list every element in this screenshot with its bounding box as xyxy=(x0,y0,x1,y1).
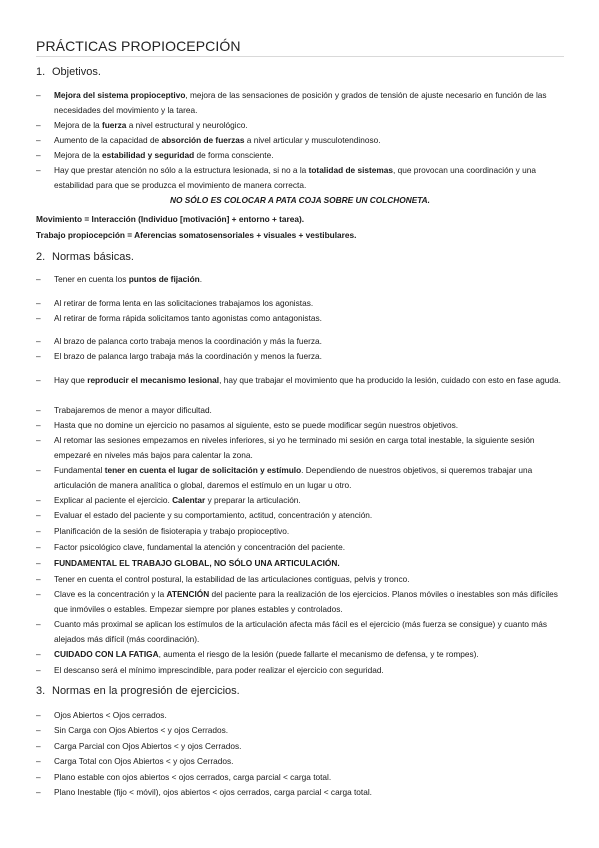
list-item xyxy=(36,785,564,800)
dash: – xyxy=(36,619,41,629)
section-heading-progresion xyxy=(36,685,240,697)
formula-movimiento: Movimiento = Interacción (Individuo [motivación] + entorno + tarea). xyxy=(36,214,305,224)
dash: – xyxy=(36,313,41,323)
list-item xyxy=(36,296,564,311)
item-text: Clave es la concentración y la xyxy=(54,589,167,599)
item-text: del paciente para la realización de los ejercicios. Planos móviles o inestables son más difíciles que inmóviles o estables. Empezar siempre por planes estables y controlados. xyxy=(54,589,558,614)
list-item xyxy=(36,556,564,571)
list-item xyxy=(36,148,564,163)
item-text: Hay que xyxy=(54,375,88,385)
dash: – xyxy=(36,510,41,520)
list-item xyxy=(36,708,564,723)
dash: – xyxy=(36,756,41,766)
item-text: Al brazo de palanca corto trabaja menos la coordinación y más la fuerza. xyxy=(54,336,322,346)
dash: – xyxy=(36,649,41,659)
list-item xyxy=(36,349,564,364)
bold-text: tener en cuenta el lugar de solicitación y estímulo xyxy=(104,465,302,475)
item-text: Carga Total con Ojos Abiertos < y ojos Cerrados. xyxy=(54,756,234,766)
page-title: PRÁCTICAS PROPIOCEPCIÓN xyxy=(36,38,241,54)
list-item xyxy=(36,373,564,388)
list-item xyxy=(36,272,564,287)
item-text: Plano estable con ojos abiertos < ojos cerrados, carga parcial < carga total. xyxy=(54,772,332,782)
dash: – xyxy=(36,120,41,130)
dash: – xyxy=(36,90,41,100)
list-item xyxy=(36,433,564,463)
item-text: , hay que trabajar el movimiento que ha producido la lesión, cuidado con esto en fase aguda. xyxy=(219,375,561,385)
dash: – xyxy=(36,351,41,361)
list-item xyxy=(36,617,564,647)
list-item xyxy=(36,663,564,678)
list-item xyxy=(36,508,564,523)
dash: – xyxy=(36,542,41,552)
item-text: . Dependiendo de nuestros objetivos, si queremos trabajar una articulación de manera analítica o global, daremos el estímulo en un lugar u otro. xyxy=(54,465,533,490)
dash: – xyxy=(36,274,41,284)
item-text: Factor psicológico clave, fundamental la atención y concentración del paciente. xyxy=(54,542,346,552)
list-item xyxy=(36,493,564,508)
item-text: , aumenta el riesgo de la lesión (puede fallarte el mecanismo de defensa, y te rompes). xyxy=(158,649,479,659)
section-title: Objetivos. xyxy=(52,66,101,78)
dash: – xyxy=(36,420,41,430)
section-title: Normas básicas. xyxy=(52,251,134,263)
bold-text: ATENCIÓN xyxy=(166,589,210,599)
item-text: Tener en cuenta el control postural, la estabilidad de las articulaciones contiguas, pelvis y tronco. xyxy=(54,574,410,584)
section-title: Normas en la progresión de ejercicios. xyxy=(52,685,240,697)
item-text: Al retirar de forma lenta en las solicitaciones trabajamos los agonistas. xyxy=(54,298,314,308)
bold-text: CUIDADO CON LA FATIGA xyxy=(54,649,159,659)
dash: – xyxy=(36,405,41,415)
item-text: Al retirar de forma rápida solicitamos tanto agonistas como antagonistas. xyxy=(54,313,322,323)
bold-text: Calentar xyxy=(172,495,206,505)
item-text: Aumento de la capacidad de xyxy=(54,135,162,145)
dash: – xyxy=(36,574,41,584)
item-text: , que provocan una coordinación y una estabilidad para que se produzca el movimiento de manera correcta. xyxy=(54,165,536,190)
item-text: Mejora de la xyxy=(54,150,102,160)
dash: – xyxy=(36,725,41,735)
dash: – xyxy=(36,772,41,782)
item-text: , mejora de las sensaciones de posición y grados de tensión de ajuste necesario en función de las necesidades del movimiento y la tarea. xyxy=(54,90,547,115)
list-item xyxy=(36,524,564,539)
dash: – xyxy=(36,558,41,568)
bold-text: fuerza xyxy=(101,120,127,130)
item-text: Trabajaremos de menor a mayor dificultad. xyxy=(54,405,212,415)
list-item xyxy=(36,334,564,349)
dash: – xyxy=(36,787,41,797)
item-text: Plano Inestable (fijo < móvil), ojos abiertos < ojos cerrados, carga parcial < carga total. xyxy=(54,787,372,797)
section-heading-objetivos xyxy=(36,66,101,78)
dash: – xyxy=(36,665,41,675)
item-text: Evaluar el estado del paciente y su comportamiento, actitud, concentración y atención. xyxy=(54,510,373,520)
dash: – xyxy=(36,741,41,751)
title-rule xyxy=(36,56,564,57)
bold-text: puntos de fijación xyxy=(128,274,200,284)
list-item xyxy=(36,311,564,326)
dash: – xyxy=(36,589,41,599)
item-text: Explicar al paciente el ejercicio. xyxy=(54,495,173,505)
item-text: Carga Parcial con Ojos Abiertos < y ojos Cerrados. xyxy=(54,741,242,751)
dash: – xyxy=(36,526,41,536)
list-item xyxy=(36,463,564,493)
list-item xyxy=(36,739,564,754)
list-item xyxy=(36,587,564,617)
item-text: El brazo de palanca largo trabaja más la coordinación y menos la fuerza. xyxy=(54,351,322,361)
item-text: Ojos Abiertos < Ojos cerrados. xyxy=(54,710,167,720)
bold-text: estabilidad y seguridad xyxy=(101,150,195,160)
dash: – xyxy=(36,150,41,160)
item-text: Planificación de la sesión de fisioterapia y trabajo propioceptivo. xyxy=(54,526,290,536)
item-text: a nivel articular y musculotendinoso. xyxy=(244,135,381,145)
dash: – xyxy=(36,298,41,308)
list-item xyxy=(36,403,564,418)
list-item xyxy=(36,754,564,769)
item-text: Cuanto más proximal se aplican los estímulos de la articulación afecta más fácil es el ejercicio (más fuerza se consigue) y cuanto más alejados más difícil (más coordinación). xyxy=(54,619,547,644)
bold-text: totalidad de sistemas xyxy=(308,165,393,175)
item-text: Fundamental xyxy=(54,465,105,475)
dash: – xyxy=(36,135,41,145)
item-text: Mejora de la xyxy=(54,120,102,130)
item-text: Hay que prestar atención no sólo a la estructura lesionada, si no a la xyxy=(54,165,309,175)
list-item xyxy=(36,770,564,785)
dash: – xyxy=(36,165,41,175)
bold-text: Mejora del sistema propioceptivo xyxy=(54,90,186,100)
item-text: Al retomar las sesiones empezamos en niveles inferiores, si yo he terminado mi sesión en carga total inestable, la siguiente sesión empezaré en niveles más bajos para calentar la zona. xyxy=(54,435,535,460)
list-item xyxy=(36,118,564,133)
section-heading-normas-basicas xyxy=(36,251,134,263)
item-text: de forma consciente. xyxy=(194,150,274,160)
bold-text: reproducir el mecanismo lesional xyxy=(87,375,220,385)
dash: – xyxy=(36,435,41,445)
dash: – xyxy=(36,336,41,346)
list-item xyxy=(36,572,564,587)
dash: – xyxy=(36,375,41,385)
dash: – xyxy=(36,495,41,505)
list-item xyxy=(36,88,564,118)
formula-propiocepcion: Trabajo propiocepción = Aferencias somatosensoriales + visuales + vestibulares. xyxy=(36,230,357,240)
item-text: Hasta que no domine un ejercicio no pasamos al siguiente, esto se puede modificar según nuestros objetivos. xyxy=(54,420,459,430)
bold-text: FUNDAMENTAL EL TRABAJO GLOBAL, NO SÓLO UNA ARTICULACIÓN. xyxy=(54,558,340,568)
dash: – xyxy=(36,465,41,475)
item-text: Tener en cuenta los xyxy=(54,274,129,284)
section-number: 2. xyxy=(36,251,46,263)
centered-note: NO SÓLO ES COLOCAR A PATA COJA SOBRE UN COLCHONETA. xyxy=(170,195,430,205)
list-item xyxy=(36,418,564,433)
dash: – xyxy=(36,710,41,720)
list-item xyxy=(36,163,564,193)
bold-text: absorción de fuerzas xyxy=(161,135,245,145)
list-item xyxy=(36,133,564,148)
list-item xyxy=(36,540,564,555)
item-text: Sin Carga con Ojos Abiertos < y ojos Cerrados. xyxy=(54,725,229,735)
item-text: . xyxy=(199,274,203,284)
section-number: 1. xyxy=(36,66,46,78)
list-item xyxy=(36,647,564,662)
item-text: a nivel estructural y neurológico. xyxy=(126,120,248,130)
item-text: El descanso será el mínimo imprescindible, para poder realizar el ejercicio con seguridad. xyxy=(54,665,384,675)
list-item xyxy=(36,723,564,738)
section-number: 3. xyxy=(36,685,46,697)
item-text: y preparar la articulación. xyxy=(205,495,301,505)
